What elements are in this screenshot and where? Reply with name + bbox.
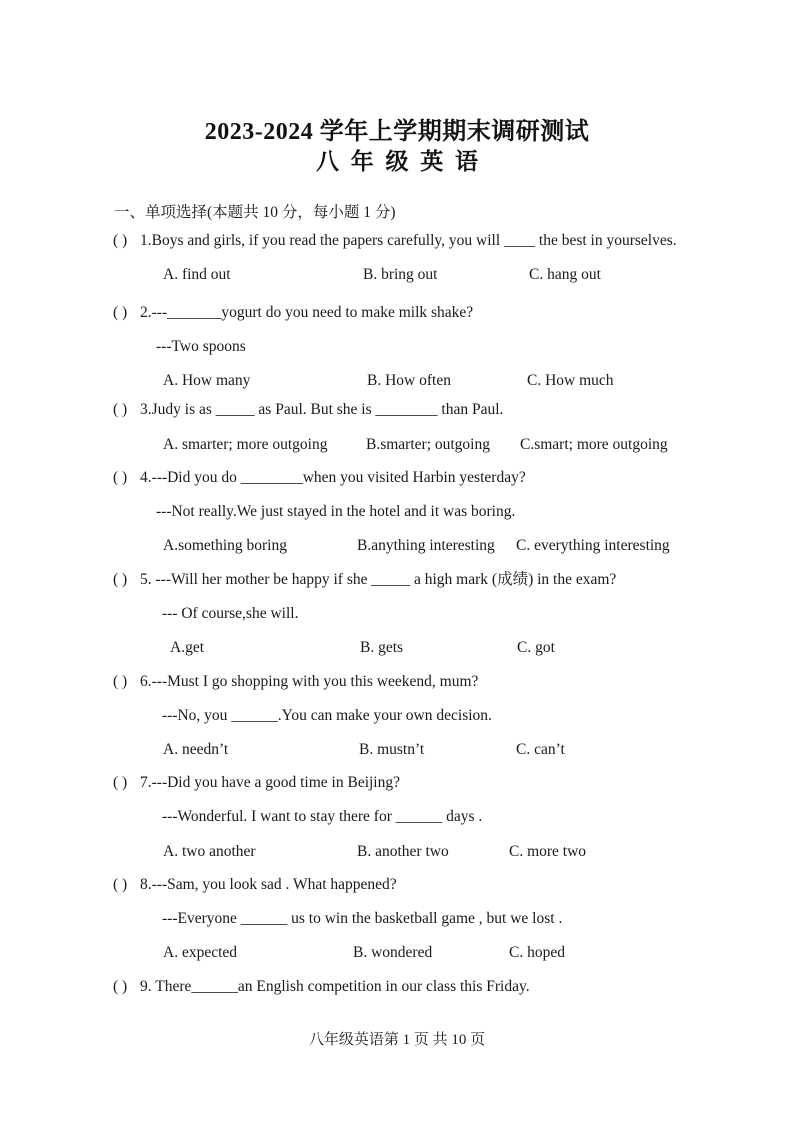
option-c: C. got bbox=[517, 639, 555, 656]
question-stem: 9. There______an English competition in our class this Friday. bbox=[140, 978, 530, 995]
option-b: B. How often bbox=[367, 372, 451, 389]
option-b: B.smarter; outgoing bbox=[366, 436, 490, 453]
question-stem: 2.---_______yogurt do you need to make milk shake? bbox=[140, 304, 474, 321]
page-footer: 八年级英语第 1 页 共 10 页 bbox=[308, 1032, 486, 1048]
option-c: C. can’t bbox=[516, 741, 565, 758]
answer-blank[interactable]: ( ) bbox=[113, 571, 128, 588]
dialogue-reply: ---Wonderful. I want to stay there for ______ days . bbox=[162, 808, 483, 825]
option-c: C. hang out bbox=[529, 266, 601, 283]
option-c: C. everything interesting bbox=[516, 537, 670, 554]
answer-blank[interactable]: ( ) bbox=[113, 401, 128, 418]
dialogue-reply: --- Of course,she will. bbox=[162, 605, 299, 622]
option-c: C.smart; more outgoing bbox=[520, 436, 668, 453]
option-a: A. smarter; more outgoing bbox=[163, 436, 328, 453]
dialogue-reply: ---Not really.We just stayed in the hotel and it was boring. bbox=[156, 503, 516, 520]
dialogue-reply: ---No, you ______.You can make your own decision. bbox=[162, 707, 492, 724]
answer-blank[interactable]: ( ) bbox=[113, 978, 128, 995]
option-a: A. expected bbox=[163, 944, 238, 961]
option-a: A. How many bbox=[163, 372, 251, 389]
option-a: A.get bbox=[170, 639, 205, 656]
dialogue-reply: ---Two spoons bbox=[156, 338, 246, 355]
option-b: B. mustn’t bbox=[359, 741, 425, 758]
question-stem: 4.---Did you do ________when you visited Harbin yesterday? bbox=[140, 469, 526, 486]
question-stem: 7.---Did you have a good time in Beijing? bbox=[140, 774, 400, 791]
question-stem: 1.Boys and girls, if you read the papers carefully, you will ____ the best in yourselves. bbox=[140, 232, 677, 249]
option-a: A.something boring bbox=[163, 537, 287, 554]
option-b: B.anything interesting bbox=[357, 537, 495, 554]
option-b: B. another two bbox=[357, 843, 449, 860]
answer-blank[interactable]: ( ) bbox=[113, 304, 128, 321]
dialogue-reply: ---Everyone ______ us to win the basketball game , but we lost . bbox=[162, 910, 563, 927]
option-b: B. gets bbox=[360, 639, 404, 656]
question-stem: 8.---Sam, you look sad . What happened? bbox=[140, 876, 397, 893]
answer-blank[interactable]: ( ) bbox=[113, 876, 128, 893]
exam-title: 2023-2024 学年上学期期末调研测试 bbox=[204, 119, 590, 145]
question-stem: 6.---Must I go shopping with you this weekend, mum? bbox=[140, 673, 479, 690]
option-b: B. wondered bbox=[353, 944, 433, 961]
option-b: B. bring out bbox=[363, 266, 438, 283]
answer-blank[interactable]: ( ) bbox=[113, 673, 128, 690]
exam-subtitle: 八 年 级 英 语 bbox=[316, 149, 478, 174]
question-stem: 3.Judy is as _____ as Paul. But she is ________ than Paul. bbox=[140, 401, 504, 418]
option-a: A. two another bbox=[163, 843, 256, 860]
answer-blank[interactable]: ( ) bbox=[113, 232, 128, 249]
option-c: C. How much bbox=[527, 372, 614, 389]
section-title: 一、单项选择(本题共 10 分，每小题 1 分) bbox=[114, 204, 396, 221]
option-a: A. needn’t bbox=[163, 741, 229, 758]
option-a: A. find out bbox=[163, 266, 231, 283]
question-stem: 5. ---Will her mother be happy if she _____ a high mark (成绩) in the exam? bbox=[140, 571, 617, 588]
option-c: C. hoped bbox=[509, 944, 565, 961]
option-c: C. more two bbox=[509, 843, 587, 860]
answer-blank[interactable]: ( ) bbox=[113, 774, 128, 791]
answer-blank[interactable]: ( ) bbox=[113, 469, 128, 486]
